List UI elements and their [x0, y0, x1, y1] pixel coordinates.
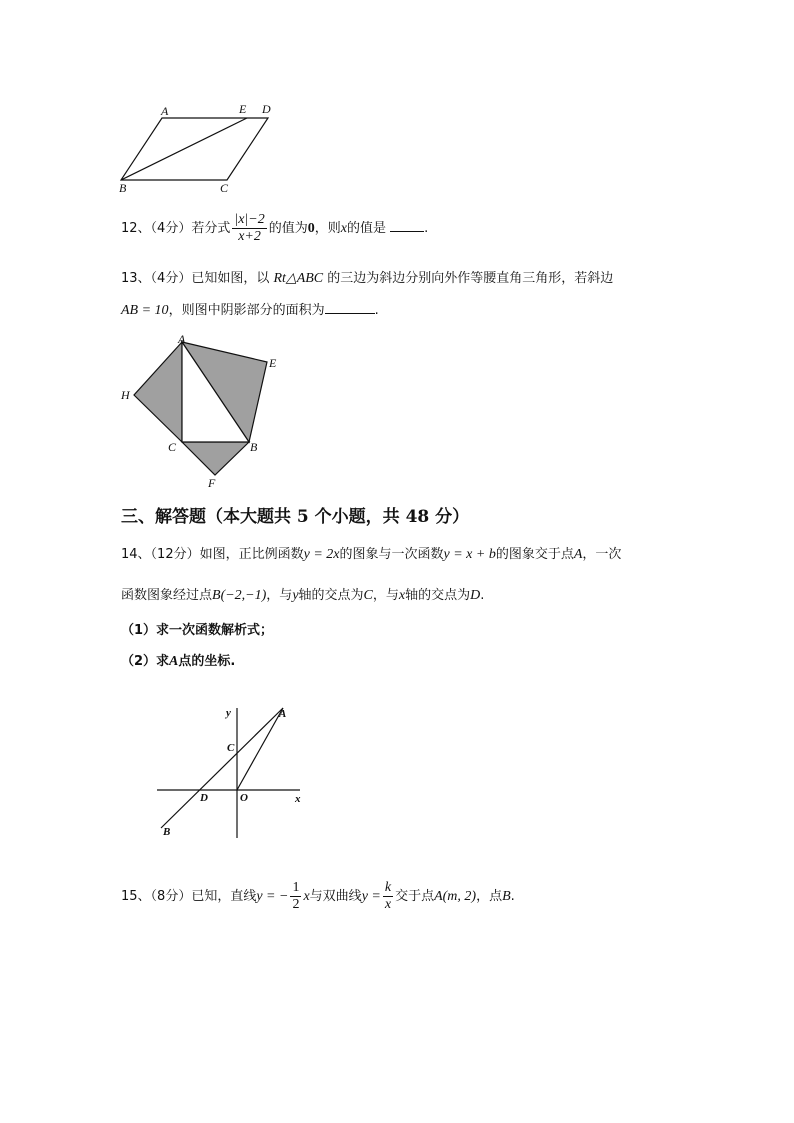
question-13-line2 — [121, 301, 379, 320]
text: 的图象交于点 — [495, 547, 574, 562]
text: 的图象与一次函数 — [339, 547, 444, 562]
answer-blank[interactable] — [325, 301, 375, 314]
text: 如图，正比例函数 — [199, 547, 304, 562]
point-d: D — [470, 588, 481, 603]
text: （2）求 — [121, 654, 170, 669]
text: 交于点 — [395, 889, 435, 904]
label-x: x — [295, 793, 301, 805]
label-a: A — [279, 708, 287, 720]
fraction-one-half — [290, 880, 301, 913]
text: 若分式 — [191, 221, 231, 236]
text: 已知如图，以 — [191, 271, 270, 286]
text: 轴的交点为 — [405, 588, 471, 603]
label-c: C — [227, 742, 235, 754]
var-y: y — [292, 588, 299, 603]
function-2: y = x + b — [443, 547, 496, 562]
label-h: H — [121, 388, 130, 402]
shaded-triangle-ach — [134, 342, 182, 442]
text: ，则图中阴影部分的面积为 — [168, 303, 325, 318]
point-a: A — [573, 547, 583, 562]
text: 点的坐标. — [178, 654, 236, 669]
fraction-numerator: |x|−2 — [234, 212, 265, 227]
point-b: B(−2,−1) — [212, 588, 267, 603]
question-12 — [121, 212, 428, 245]
fraction — [232, 212, 266, 245]
question-number: 12、（4分） — [121, 221, 192, 236]
line-lhs: y = − — [256, 889, 289, 904]
text: . — [510, 889, 515, 904]
figure-triangles — [110, 330, 300, 490]
text: 已知，直线 — [191, 889, 257, 904]
question-number: 15、（8分） — [121, 889, 192, 904]
line-y-x-plus-b — [161, 708, 283, 828]
question-14-line1 — [121, 546, 621, 564]
text: . — [424, 221, 429, 236]
text: 与双曲线 — [309, 889, 362, 904]
text: . — [374, 303, 379, 318]
label-b: B — [163, 826, 171, 838]
value-zero: 0 — [307, 221, 315, 236]
text: 的值为 — [268, 221, 308, 236]
question-14-line2 — [121, 587, 484, 605]
ab-value: AB = 10 — [121, 303, 169, 318]
label-c: C — [168, 440, 177, 454]
label-e: E — [269, 356, 277, 370]
label-a: A — [178, 332, 186, 346]
label-f: F — [208, 476, 216, 490]
text: 的三边为斜边分别向外作等腰直角三角形，若斜边 — [327, 271, 614, 286]
figure-axes — [150, 700, 320, 845]
figure-parallelogram — [110, 100, 290, 200]
text: . — [480, 588, 485, 603]
text: 函数图象经过点 — [121, 588, 213, 603]
fraction-denominator: x+2 — [238, 229, 261, 244]
var-x: x — [340, 221, 347, 236]
question-number: 14、（12分） — [121, 547, 200, 562]
label-e: E — [239, 102, 247, 116]
label-b: B — [119, 181, 127, 195]
text: 轴的交点为 — [298, 588, 364, 603]
label-o: O — [240, 792, 248, 804]
line-y-2x — [237, 708, 283, 790]
label-a: A — [161, 104, 169, 118]
triangles-svg — [110, 330, 300, 490]
text: ，则 — [314, 221, 341, 236]
var-x: x — [303, 889, 310, 904]
fraction-numerator: 1 — [292, 880, 300, 895]
label-c: C — [220, 181, 229, 195]
section-heading: 三、解答题（本大题共 5 个小题，共 48 分） — [121, 507, 470, 527]
triangle-name: Rt△ABC — [273, 271, 324, 286]
question-14-part2 — [121, 653, 235, 671]
label-d: D — [200, 792, 208, 804]
label-d: D — [262, 102, 271, 116]
segment-be — [121, 118, 247, 180]
point-a: A(m, 2) — [434, 889, 477, 904]
point-c: C — [363, 588, 373, 603]
question-13-line1 — [121, 270, 613, 288]
parallelogram-outline — [121, 118, 268, 180]
hyperbola-lhs: y = — [361, 889, 381, 904]
function-1: y = 2x — [303, 547, 340, 562]
text: ，点 — [476, 889, 503, 904]
fraction-numerator: k — [384, 880, 392, 895]
point-b: B — [502, 889, 511, 904]
question-number: 13、（4分） — [121, 271, 192, 286]
answer-blank[interactable] — [390, 219, 424, 232]
fraction-denominator: x — [384, 897, 392, 912]
axes-svg — [150, 700, 320, 845]
var-x: x — [398, 588, 406, 603]
fraction-k-over-x — [383, 880, 393, 913]
point-a: A — [169, 654, 179, 669]
shaded-triangle-cbf — [182, 442, 249, 475]
text: ，与 — [372, 588, 399, 603]
text: ，一次 — [582, 547, 622, 562]
text: ，与 — [266, 588, 293, 603]
label-y: y — [226, 707, 231, 719]
question-14-part1: （1）求一次函数解析式； — [121, 623, 274, 638]
question-15 — [121, 880, 515, 913]
text: 的值是 — [346, 221, 386, 236]
label-b: B — [250, 440, 258, 454]
fraction-denominator: 2 — [292, 897, 300, 912]
